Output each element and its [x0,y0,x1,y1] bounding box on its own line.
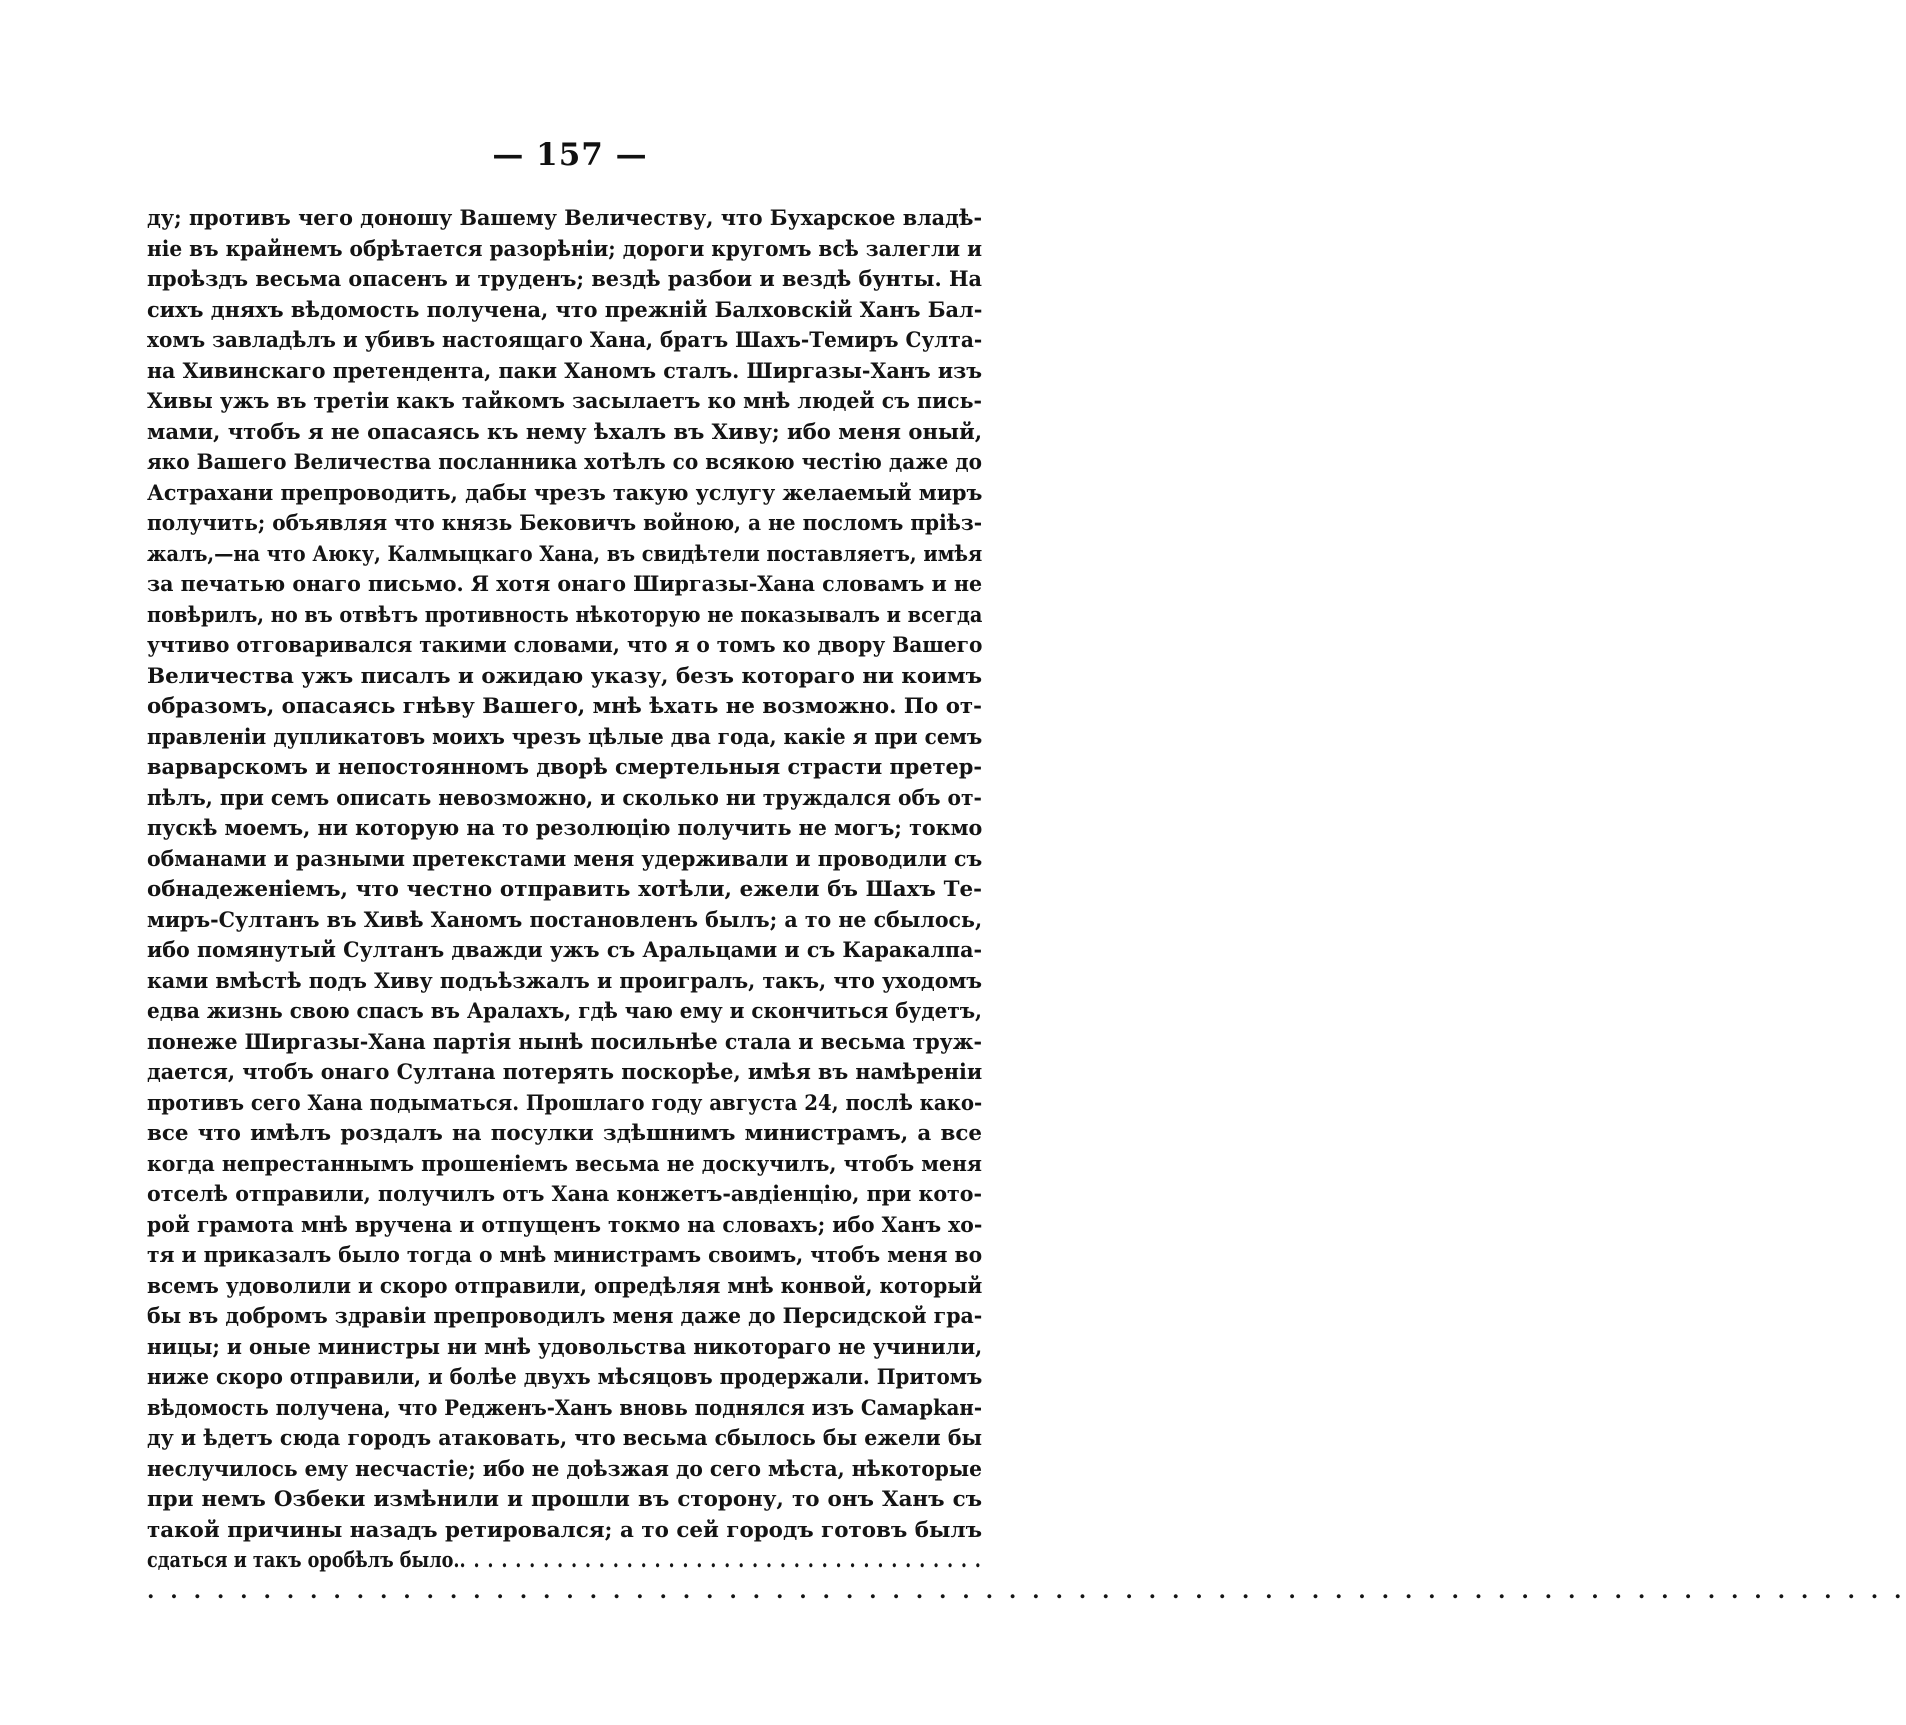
text-line: Величества ужъ писалъ и ожидаю указу, безъ котораго ни коимъ [147,663,982,689]
text-line: миръ-Султанъ въ Хивѣ Ханомъ постановленъ былъ; а то не сбылось, [147,907,983,933]
text-line: ду; противъ чего доношу Вашему Величеству, что Бухарское владѣ- [147,206,983,231]
final-text: сдаться и такъ оробѣлъ было. [147,1548,460,1573]
text-line: понеже Ширгазы-Хана партія нынѣ посильнѣе стала и весьма труж- [147,1029,983,1055]
text-line: на Хивинскаго претендента, паки Ханомъ сталъ. Ширгазы-Ханъ изъ [147,358,983,384]
text-line: ибо помянутый Султанъ дважди ужъ съ Аральцами и съ Каракалпа- [147,938,983,963]
body-text [147,204,1906,1607]
text-line: едва жизнь свою спасъ въ Аралахъ, гдѣ чаю ему и скончиться будетъ, [147,999,982,1024]
text-line: повѣрилъ, но въ отвѣтъ противность нѣкоторую не показывалъ и всегда [147,602,983,628]
text-line: правленіи дупликатовъ моихъ чрезъ цѣлые два года, какіе я при семъ [147,724,983,750]
text-line: рой грамота мнѣ вручена и отпущенъ токмо на словахъ; ибо Ханъ хо- [147,1212,983,1238]
text-line-final [147,1546,982,1577]
text-line: ницы; и оные министры ни мнѣ удовольства никотораго не учинили, [147,1334,983,1360]
text-line: Астрахани препроводить, дабы чрезъ такую услугу желаемый миръ [147,480,983,506]
page-number: — 157 — [492,137,648,173]
dots-ellipsis-line: . . . . . . . . . . . . . . . . . . . . . . . . . . . . . . . . . . . . . . . . . . . . . . . . . . . . . . . . . . . . . . . . . . . . . . . . . . . . [147,1578,1906,1604]
text-line: противъ сего Хана подыматься. Прошлаго году августа 24, послѣ како- [147,1090,983,1116]
text-line: всемъ удоволили и скоро отправили, опредѣляя мнѣ конвой, который [147,1273,983,1299]
text-line: ками вмѣстѣ подъ Хиву подъѣзжалъ и проигралъ, такъ, что уходомъ [147,968,983,994]
text-line: тя и приказалъ было тогда о мнѣ министрамъ своимъ, чтобъ меня во [147,1243,983,1268]
text-line: ниже скоро отправили, и болѣе двухъ мѣсяцовъ продержали. Притомъ [147,1365,983,1390]
text-line: хомъ завладѣлъ и убивъ настоящаго Хана, братъ Шахъ-Темиръ Султа- [147,328,983,353]
text-line: варварскомъ и непостоянномъ дворѣ смертельныя страсти претер- [147,755,982,780]
text-line: дается, чтобъ онаго Султана потерять поскорѣе, имѣя въ намѣреніи [147,1060,983,1085]
text-line: все что имѣлъ роздалъ на посулки здѣшнимъ министрамъ, а все [147,1121,982,1146]
paragraph-lines [147,204,982,1546]
text-line: ду и ѣдетъ сюда городъ атаковать, что весьма сбылось бы ежели бы [147,1426,983,1451]
text-line: обманами и разными претекстами меня удерживали и проводили съ [147,846,983,872]
text-line: при немъ Озбеки измѣнили и прошли въ сторону, то онъ Ханъ съ [147,1487,982,1512]
text-line: неслучилось ему несчастіе; ибо не доѣзжая до сего мѣста, нѣкоторые [147,1456,983,1482]
text-line: образомъ, опасаясь гнѣву Вашего, мнѣ ѣхать не возможно. По от- [147,694,982,719]
text-line: пѣлъ, при семъ описать невозможно, и сколько ни труждался объ от- [147,785,982,811]
text-line: такой причины назадъ ретировался; а то сей городъ готовъ былъ [147,1517,982,1543]
text-line: жалъ,—на что Аюку, Калмыцкаго Хана, въ свидѣтели поставляетъ, имѣя [147,541,983,567]
text-line: когда непрестаннымъ прошеніемъ весьма не доскучилъ, чтобъ меня [147,1151,983,1177]
text-line: ніе въ крайнемъ обрѣтается разорѣніи; дороги кругомъ всѣ залегли и [147,236,982,262]
text-line: сихъ дняхъ вѣдомость получена, что прежній Балховскій Ханъ Бал- [147,297,983,323]
text-line: вѣдомость получена, что Редженъ-Ханъ вновь поднялся изъ Самарkан- [147,1395,983,1421]
text-line: учтиво отговаривался такими словами, что я о томъ ко двору Вашего [147,633,983,658]
text-line: отселѣ отправили, получилъ отъ Хана конжетъ-авдіенцію, при кото- [147,1182,983,1207]
text-line: яко Вашего Величества посланника хотѣлъ со всякою честію даже до [147,450,982,475]
text-line: за печатью онаго письмо. Я хотя онаго Ширгазы-Хана словамъ и не [147,572,983,597]
text-line: проѣздъ весьма опасенъ и труденъ; вездѣ разбои и вездѣ бунты. На [147,267,982,292]
text-line: бы въ добромъ здравіи препроводилъ меня даже до Персидской гра- [147,1304,983,1329]
text-line: обнадеженіемъ, что честно отправить хотѣли, ежели бъ Шахъ Те- [147,877,982,902]
text-line: Хивы ужъ въ третіи какъ тайкомъ засылаетъ ко мнѣ людей съ пись- [147,389,983,414]
text-line: получить; объявляя что князь Бековичъ войною, а не посломъ пріѣз- [147,511,983,536]
text-line: пускѣ моемъ, ни которую на то резолюцію получить не могъ; токмо [147,816,983,841]
text-line: мами, чтобъ я не опасаясь къ нему ѣхалъ въ Хиву; ибо меня оный, [147,419,983,445]
dots-leader: . . . . . . . . . . . . . . . . . . . . . . . . . . . . . . . . . . . . . . [459,1548,982,1573]
